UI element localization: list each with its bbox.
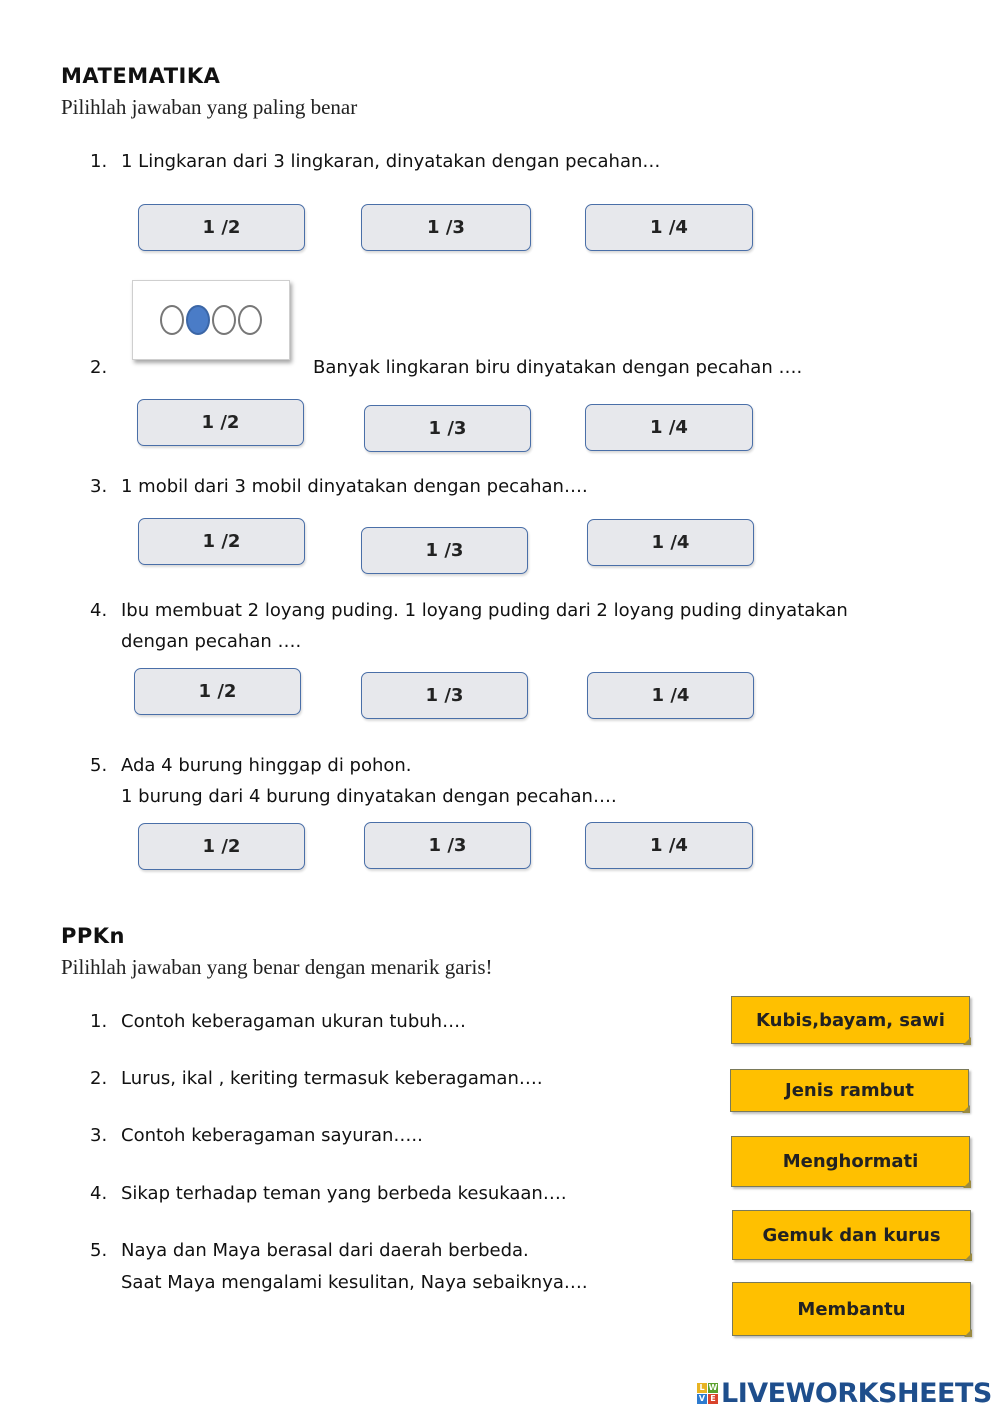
question-number: 5. xyxy=(90,755,108,776)
liveworksheets-logo-text: LIVEWORKSHEETS xyxy=(721,1378,992,1409)
circle-icon xyxy=(238,305,262,335)
math-q2-option-c[interactable]: 1 /4 xyxy=(585,404,753,451)
math-q5-option-b[interactable]: 1 /3 xyxy=(364,822,531,869)
math-q4-option-b[interactable]: 1 /3 xyxy=(361,672,528,719)
math-q4-option-a[interactable]: 1 /2 xyxy=(134,668,301,715)
question-text-line-2: Saat Maya mengalami kesulitan, Naya sebaiknya…. xyxy=(121,1272,588,1293)
ppkn-answer-1[interactable]: Kubis,bayam, sawi xyxy=(731,996,970,1044)
question-text: Lurus, ikal , keriting termasuk keberagaman…. xyxy=(121,1068,543,1089)
question-text: Banyak lingkaran biru dinyatakan dengan pecahan …. xyxy=(313,357,803,378)
question-number: 2. xyxy=(90,357,108,378)
question-text: Ada 4 burung hinggap di pohon. xyxy=(121,755,412,776)
question-number: 3. xyxy=(90,476,108,497)
question-number: 1. xyxy=(90,151,108,172)
question-text: Contoh keberagaman ukuran tubuh…. xyxy=(121,1011,466,1032)
question-number: 3. xyxy=(90,1125,108,1146)
math-q4-option-c[interactable]: 1 /4 xyxy=(587,672,754,719)
ppkn-answer-2[interactable]: Jenis rambut xyxy=(730,1069,969,1112)
question-text: 1 Lingkaran dari 3 lingkaran, dinyatakan dengan pecahan… xyxy=(121,151,661,172)
question-text: Contoh keberagaman sayuran….. xyxy=(121,1125,423,1146)
math-q1-option-a[interactable]: 1 /2 xyxy=(138,204,305,251)
logo-letter: L xyxy=(697,1383,707,1393)
blue-circle-icon xyxy=(186,305,210,335)
ppkn-answer-4[interactable]: Gemuk dan kurus xyxy=(732,1210,971,1260)
question-text-line-2: 1 burung dari 4 burung dinyatakan dengan pecahan…. xyxy=(121,786,617,807)
question-number: 4. xyxy=(90,1183,108,1204)
math-q3-option-b[interactable]: 1 /3 xyxy=(361,527,528,574)
math-q5-option-c[interactable]: 1 /4 xyxy=(585,822,753,869)
math-q2-option-b[interactable]: 1 /3 xyxy=(364,405,531,452)
logo-letter: E xyxy=(708,1394,718,1404)
ppkn-instruction: Pilihlah jawaban yang benar dengan menarik garis! xyxy=(61,955,493,979)
logo-letter: V xyxy=(698,1394,706,1403)
circle-icon xyxy=(160,305,184,335)
math-q1-option-b[interactable]: 1 /3 xyxy=(361,204,531,251)
math-q5-option-a[interactable]: 1 /2 xyxy=(138,823,305,870)
question-number: 1. xyxy=(90,1011,108,1032)
question-text: Sikap terhadap teman yang berbeda kesukaan…. xyxy=(121,1183,567,1204)
matematika-title: MATEMATIKA xyxy=(61,64,221,88)
ppkn-answer-3[interactable]: Menghormati xyxy=(731,1136,970,1187)
math-q1-option-c[interactable]: 1 /4 xyxy=(585,204,753,251)
liveworksheets-logo-icon xyxy=(697,1383,718,1404)
math-q3-option-c[interactable]: 1 /4 xyxy=(587,519,754,566)
question-text: Ibu membuat 2 loyang puding. 1 loyang puding dari 2 loyang puding dinyatakan xyxy=(121,600,848,621)
question-number: 5. xyxy=(90,1240,108,1261)
ppkn-answer-5[interactable]: Membantu xyxy=(732,1282,971,1336)
ppkn-title: PPKn xyxy=(61,924,126,948)
matematika-instruction: Pilihlah jawaban yang paling benar xyxy=(61,95,358,119)
circles-image xyxy=(132,280,290,360)
question-number: 2. xyxy=(90,1068,108,1089)
logo-letter: W xyxy=(708,1383,718,1392)
question-text: 1 mobil dari 3 mobil dinyatakan dengan pecahan…. xyxy=(121,476,588,497)
math-q3-option-a[interactable]: 1 /2 xyxy=(138,518,305,565)
math-q2-option-a[interactable]: 1 /2 xyxy=(137,399,304,446)
liveworksheets-logo xyxy=(697,1378,992,1409)
question-text-line-2: dengan pecahan …. xyxy=(121,631,302,652)
question-text: Naya dan Maya berasal dari daerah berbeda. xyxy=(121,1240,529,1261)
question-number: 4. xyxy=(90,600,108,621)
circle-icon xyxy=(212,305,236,335)
